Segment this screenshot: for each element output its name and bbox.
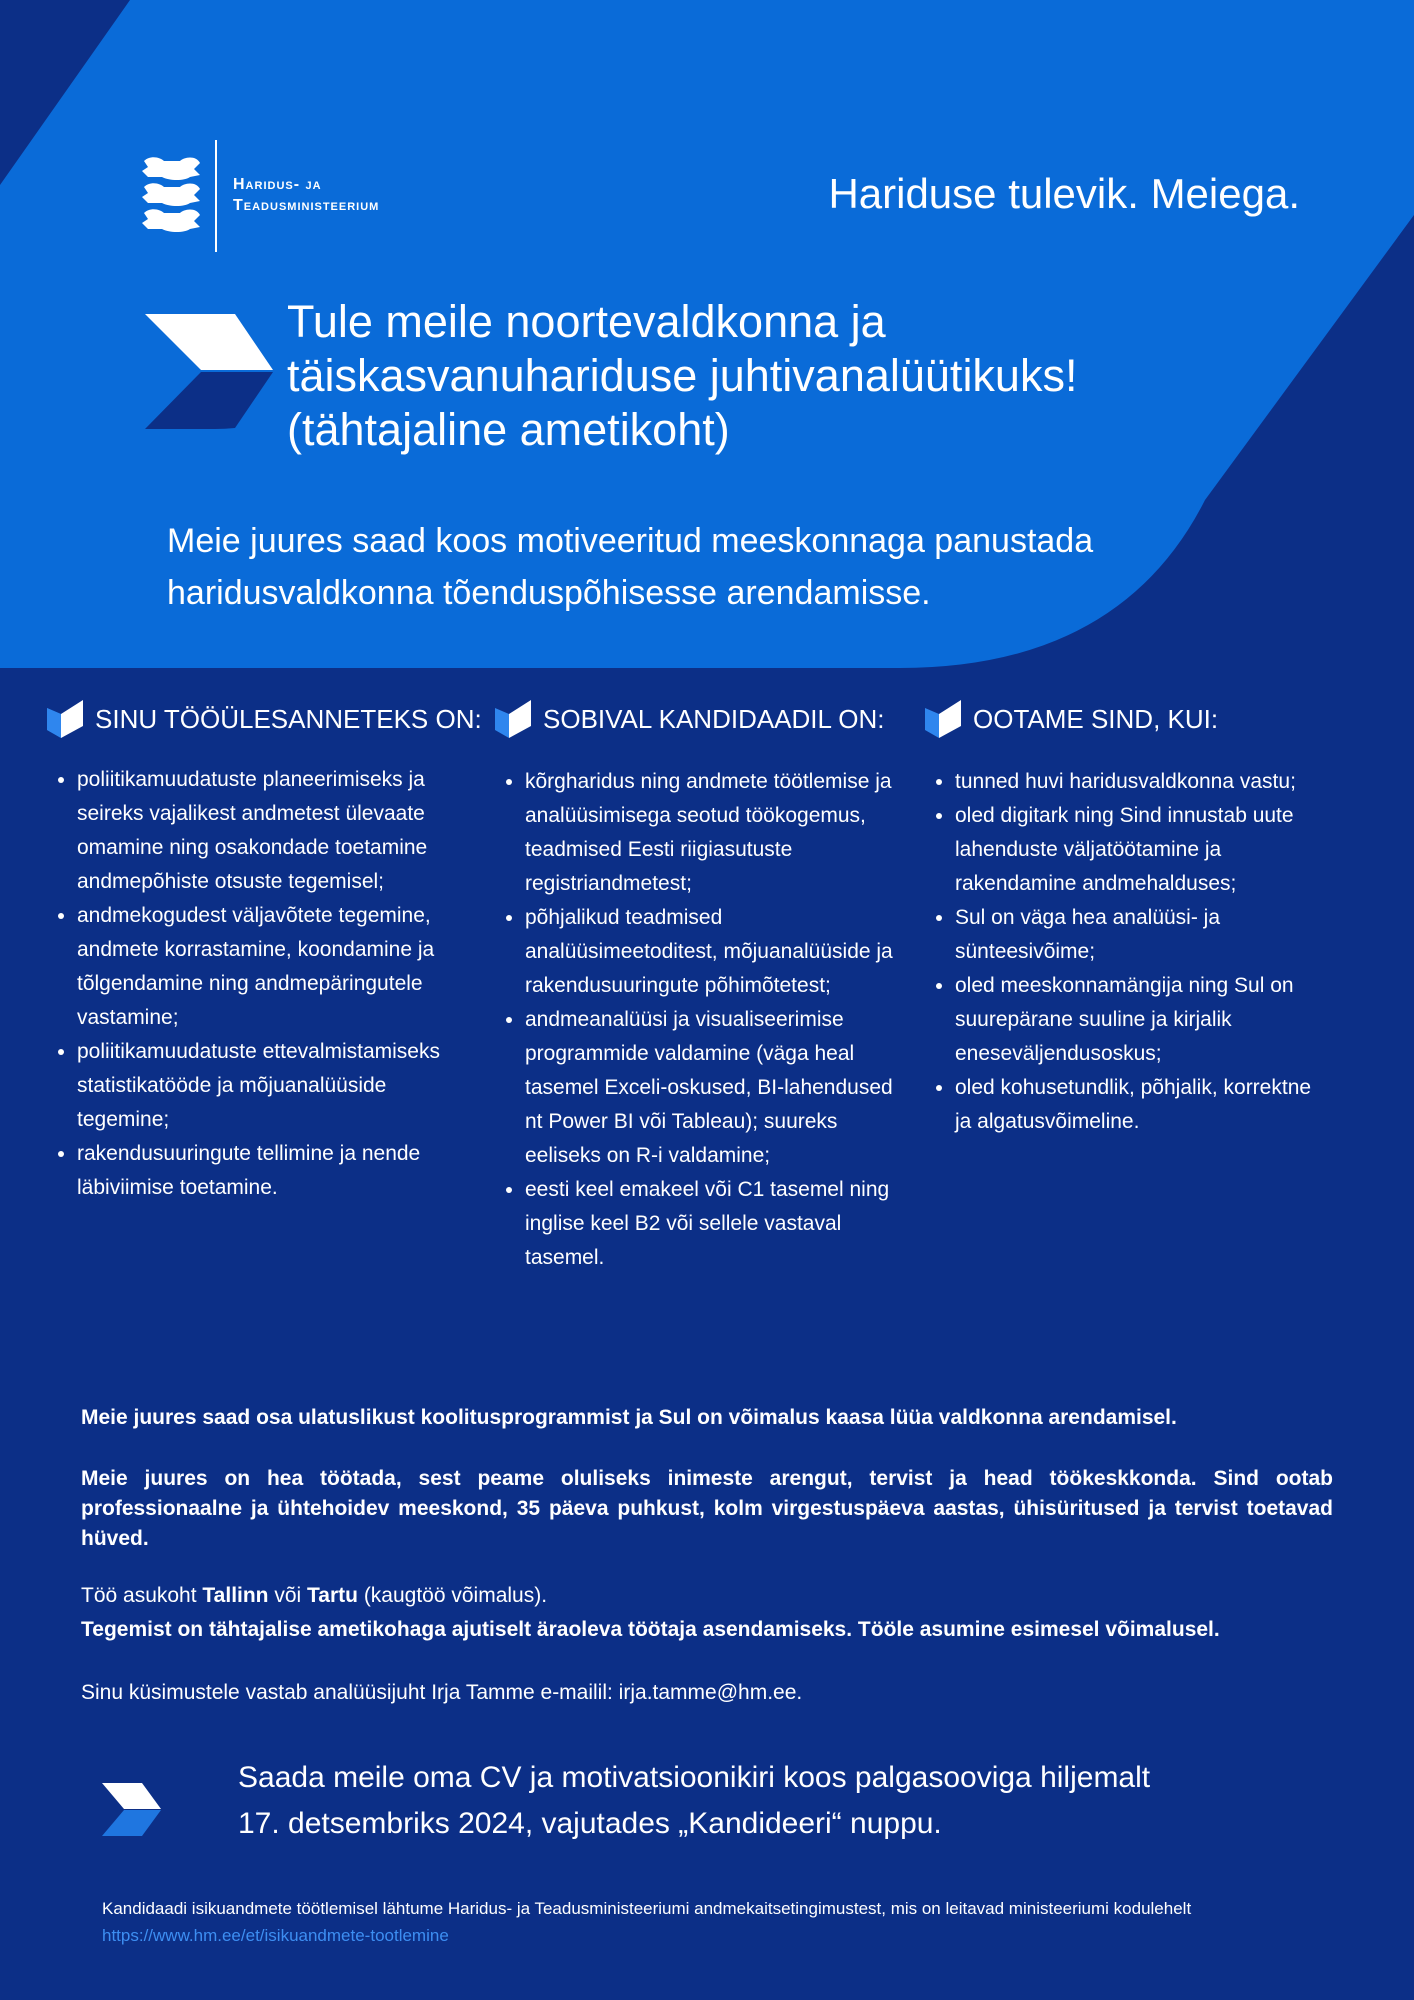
location-city-tallinn: Tallinn bbox=[202, 1584, 269, 1607]
list-item: • poliitikamuudatuste planeerimiseks ja seireks vajalikest andmetest ülevaate omamine ning osakondade toetamine andmepõhiste otsuste tegemisel; bbox=[77, 763, 447, 899]
intro-line-2: haridusvaldkonna tõenduspõhisesse arendamisse. bbox=[167, 574, 931, 612]
list-item: • oled kohusetundlik, põhjalik, korrektne ja algatusvõimeline. bbox=[955, 1071, 1325, 1139]
list-item: • põhjalikud teadmised analüüsimeetoditest, mõjuanalüüside ja rakendusuuringute põhimõtetest; bbox=[525, 901, 895, 1003]
requirements-heading bbox=[495, 700, 895, 738]
duties-column bbox=[47, 700, 482, 1205]
ministry-logo-text bbox=[233, 174, 379, 216]
benefits-paragraph: Meie juures on hea töötada, sest peame oluliseks inimeste arengut, tervist ja head töökeskkonda. Sind ootab professionaalne ja ühtehoidev meeskond, 35 päeva puhkust, kolm virgestuspäeva aastas, ühisüritused ja tervist toetavad hüved. bbox=[81, 1467, 1333, 1550]
title-line-3: (tähtajaline ametikoht) bbox=[287, 404, 730, 455]
duties-heading bbox=[47, 700, 482, 738]
duties-heading-label: SINU TÖÖÜLESANNETEKS ON: bbox=[95, 704, 482, 734]
logo-line-2: Teadusministeerium bbox=[233, 197, 380, 214]
expectations-list bbox=[925, 765, 1325, 1139]
cta-line-2: 17. detsembriks 2024, vajutades „Kandideeri“ nuppu. bbox=[238, 1807, 942, 1840]
section-bullet-icon bbox=[495, 700, 531, 738]
privacy-note bbox=[102, 1895, 1282, 1949]
intro-text bbox=[167, 515, 1167, 619]
contact-paragraph: Sinu küsimustele vastab analüüsijuht Irja Tamme e-mailil: irja.tamme@hm.ee. bbox=[81, 1681, 803, 1704]
privacy-policy-link[interactable]: https://www.hm.ee/et/isikuandmete-tootlemine bbox=[102, 1926, 449, 1945]
list-item: • eesti keel emakeel või C1 tasemel ning inglise keel B2 või sellele vastaval tasemel. bbox=[525, 1173, 895, 1275]
list-item: • andmeanalüüsi ja visualiseerimise programmide valdamine (väga heal tasemel Exceli-oskused, BI-lahendused nt Power BI või Tableau); suureks eeliseks on R-i valdamine; bbox=[525, 1003, 895, 1173]
list-item: • poliitikamuudatuste ettevalmistamiseks statistikatööde ja mõjuanalüüside tegemine; bbox=[77, 1035, 447, 1137]
logo-divider bbox=[215, 140, 217, 252]
training-paragraph: Meie juures saad osa ulatuslikust koolitusprogrammist ja Sul on võimalus kaasa lüüa valdkonna arendamisel. bbox=[81, 1406, 1177, 1429]
duties-list bbox=[47, 763, 447, 1205]
section-bullet-icon bbox=[47, 700, 83, 738]
requirements-heading-label: SOBIVAL KANDIDAADIL ON: bbox=[543, 704, 885, 734]
temporary-position-note: Tegemist on tähtajalise ametikohaga ajutiselt äraoleva töötaja asendamiseks. Tööle asumine esimesel võimalusel. bbox=[81, 1618, 1220, 1641]
chevron-arrow-icon bbox=[102, 1782, 162, 1837]
chevron-arrow-icon bbox=[145, 312, 275, 430]
list-item: • tunned huvi haridusvaldkonna vastu; bbox=[955, 765, 1325, 799]
list-item: • oled meeskonnamängija ning Sul on suurepärane suuline ja kirjalik eneseväljendusoskus; bbox=[955, 969, 1325, 1071]
section-bullet-icon bbox=[925, 700, 961, 738]
list-item: • andmekogudest väljavõtete tegemine, andmete korrastamine, koondamine ja tõlgendamine ning andmepäringutele vastamine; bbox=[77, 899, 447, 1035]
expectations-column bbox=[925, 700, 1325, 1139]
requirements-column bbox=[495, 700, 895, 1275]
slogan: Hariduse tulevik. Meiega. bbox=[828, 170, 1300, 217]
location-prefix: Töö asukoht bbox=[81, 1584, 203, 1607]
expectations-heading bbox=[925, 700, 1325, 738]
expectations-heading-label: OOTAME SIND, KUI: bbox=[973, 704, 1219, 734]
location-city-tartu: Tartu bbox=[307, 1584, 358, 1607]
logo-line-1: Haridus- ja bbox=[233, 176, 322, 193]
title-line-2: täiskasvanuhariduse juhtivanalüütikuks! bbox=[287, 350, 1078, 401]
location-line bbox=[81, 1579, 1333, 1613]
location-suffix: (kaugtöö võimalus). bbox=[357, 1584, 548, 1607]
list-item: • rakendusuuringute tellimine ja nende läbiviimise toetamine. bbox=[77, 1137, 447, 1205]
list-item: • Sul on väga hea analüüsi- ja sünteesivõime; bbox=[955, 901, 1325, 969]
list-item: • oled digitark ning Sind innustab uute lahenduste väljatöötamine ja rakendamine andmehalduses; bbox=[955, 799, 1325, 901]
title-line-1: Tule meile noortevaldkonna ja bbox=[287, 296, 886, 347]
call-to-action bbox=[238, 1755, 1288, 1847]
intro-line-1: Meie juures saad koos motiveeritud meeskonnaga panustada bbox=[167, 522, 1094, 560]
coat-of-arms-icon bbox=[140, 155, 202, 235]
requirements-list bbox=[495, 765, 895, 1275]
list-item: • kõrgharidus ning andmete töötlemise ja analüüsimisega seotud töökogemus, teadmised Eesti riigiasutuste registriandmetest; bbox=[525, 765, 895, 901]
cta-line-1: Saada meile oma CV ja motivatsioonikiri koos palgasooviga hiljemalt bbox=[238, 1761, 1151, 1794]
page-title bbox=[287, 295, 1287, 457]
location-mid: või bbox=[268, 1584, 308, 1607]
privacy-text: Kandidaadi isikuandmete töötlemisel lähtume Haridus- ja Teadusministeeriumi andmekaitsetingimustest, mis on leitavad ministeeriumi kodulehelt bbox=[102, 1899, 1192, 1918]
location-block bbox=[81, 1579, 1333, 1647]
